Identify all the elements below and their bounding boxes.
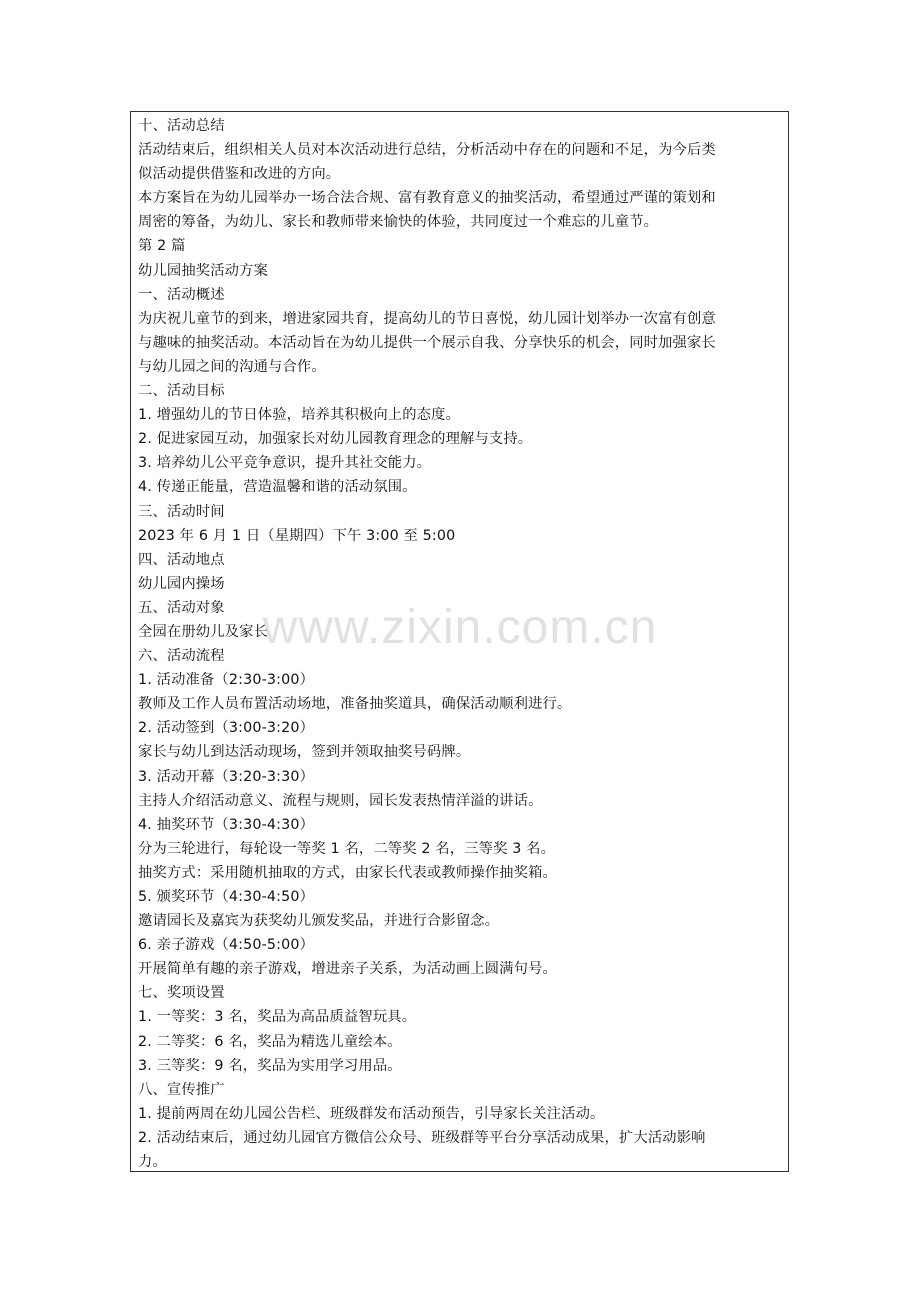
text-line: 1. 增强幼儿的节日体验，培养其积极向上的态度。 (138, 407, 461, 424)
text-line: 4. 抽奖环节（3:30-4:30） (138, 816, 315, 833)
text-line: 二、活动目标 (138, 383, 225, 400)
text-line: 力。 (138, 1154, 167, 1171)
text-line: 三、活动时间 (138, 503, 225, 520)
text-line: 3. 三等奖：9 名，奖品为实用学习用品。 (138, 1057, 402, 1074)
text-line: 第 2 篇 (138, 238, 186, 255)
text-line: 与幼儿园之间的沟通与合作。 (138, 358, 326, 375)
text-line: 似活动提供借鉴和改进的方向。 (138, 166, 341, 183)
text-line: 家长与幼儿到达活动现场，签到并领取抽奖号码牌。 (138, 744, 471, 761)
text-line: 七、奖项设置 (138, 985, 225, 1002)
text-line: 六、活动流程 (138, 648, 225, 665)
text-line: 2023 年 6 月 1 日（星期四）下午 3:00 至 5:00 (138, 527, 456, 544)
text-line: 4. 传递正能量，营造温馨和谐的活动氛围。 (138, 479, 417, 496)
text-line: 3. 活动开幕（3:20-3:30） (138, 768, 315, 785)
watermark: www.zixin.com.cn (262, 601, 658, 654)
text-line: 为庆祝儿童节的到来，增进家园共育，提高幼儿的节日喜悦，幼儿园计划举办一次富有创意 (138, 310, 716, 327)
text-line: 四、活动地点 (138, 551, 225, 568)
text-line: 1. 一等奖：3 名，奖品为高品质益智玩具。 (138, 1009, 417, 1026)
text-line: 2. 活动结束后，通过幼儿园官方微信公众号、班级群等平台分享活动成果，扩大活动影响 (138, 1129, 706, 1146)
text-line: 幼儿园抽奖活动方案 (138, 262, 269, 279)
text-line: 五、活动对象 (138, 599, 225, 616)
text-line: 1. 活动准备（2:30-3:00） (138, 672, 315, 689)
text-line: 分为三轮进行，每轮设一等奖 1 名，二等奖 2 名，三等奖 3 名。 (138, 840, 556, 857)
text-line: 幼儿园内操场 (138, 575, 225, 592)
text-line: 主持人介绍活动意义、流程与规则，园长发表热情洋溢的讲话。 (138, 792, 543, 809)
text-line: 十、活动总结 (138, 118, 225, 134)
text-line: 周密的筹备，为幼儿、家长和教师带来愉快的体验，共同度过一个难忘的儿童节。 (138, 214, 659, 231)
text-line: 本方案旨在为幼儿园举办一场合法合规、富有教育意义的抽奖活动，希望通过严谨的策划和 (138, 190, 716, 207)
text-line: 2. 促进家园互动，加强家长对幼儿园教育理念的理解与支持。 (138, 431, 533, 448)
text-line: 一、活动概述 (138, 286, 225, 303)
text-line: 2. 活动签到（3:00-3:20） (138, 720, 315, 737)
text-line: 抽奖方式：采用随机抽取的方式，由家长代表或教师操作抽奖箱。 (138, 864, 557, 881)
text-line: 与趣味的抽奖活动。本活动旨在为幼儿提供一个展示自我、分享快乐的机会，同时加强家长 (138, 334, 716, 351)
text-line: 邀请园长及嘉宾为获奖幼儿颁发奖品，并进行合影留念。 (138, 913, 500, 930)
text-line: 教师及工作人员布置活动场地，准备抽奖道具，确保活动顺利进行。 (138, 696, 572, 713)
text-line: 3. 培养幼儿公平竞争意识，提升其社交能力。 (138, 455, 432, 472)
text-line: 开展简单有趣的亲子游戏，增进亲子关系，为活动画上圆满句号。 (138, 961, 557, 978)
text-line: 活动结束后，组织相关人员对本次活动进行总结，分析活动中存在的问题和不足，为今后类 (138, 142, 716, 159)
text-line: 6. 亲子游戏（4:50-5:00） (138, 937, 315, 954)
text-line: 1. 提前两周在幼儿园公告栏、班级群发布活动预告，引导家长关注活动。 (138, 1105, 605, 1122)
text-line: 2. 二等奖：6 名，奖品为精选儿童绘本。 (138, 1033, 402, 1050)
text-line: 八、宣传推广 (138, 1081, 225, 1098)
text-line: 5. 颁奖环节（4:30-4:50） (138, 889, 315, 905)
text-line: 全园在册幼儿及家长 (138, 623, 269, 640)
